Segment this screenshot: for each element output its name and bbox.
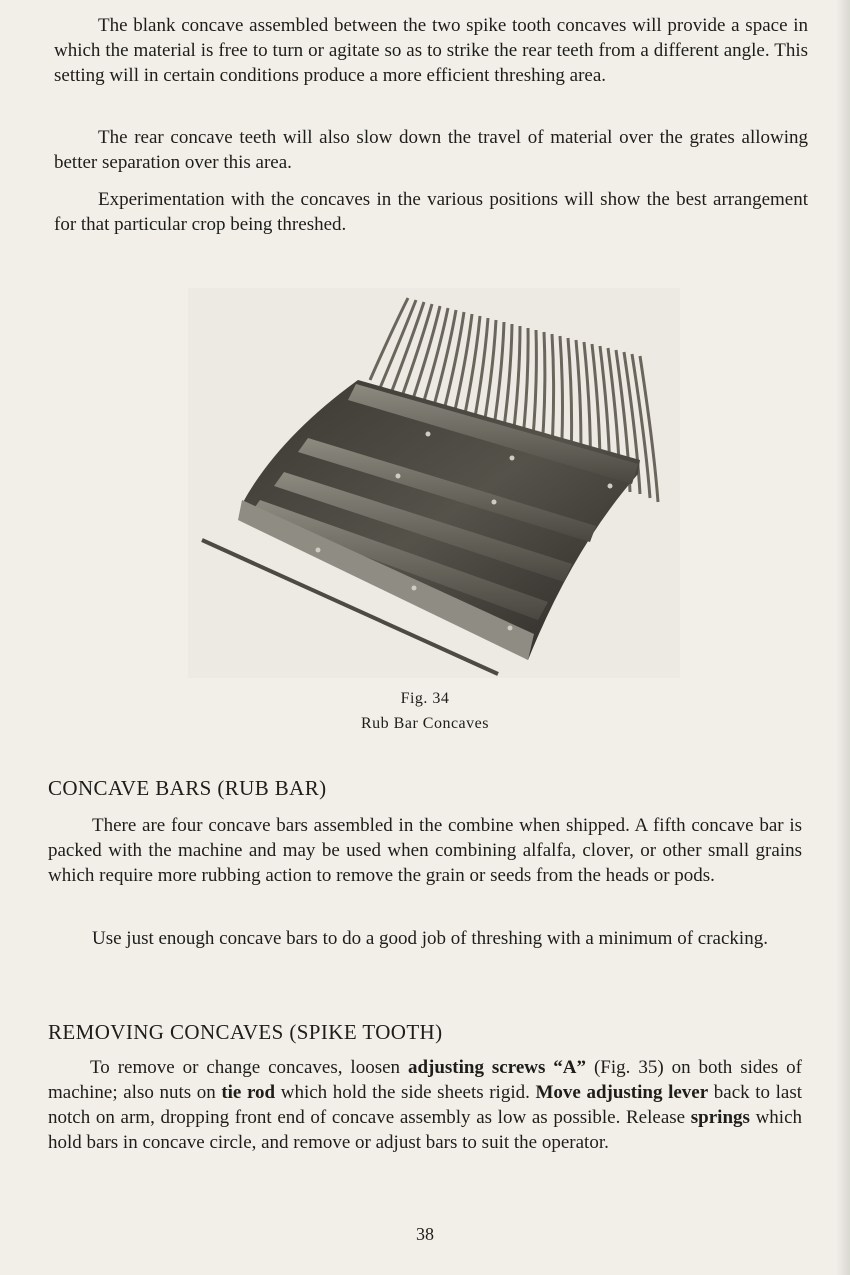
page-number: 38 bbox=[416, 1224, 434, 1244]
term-springs: springs bbox=[690, 1107, 750, 1128]
section-heading-removing-concaves: REMOVING CONCAVES (SPIKE TOOTH) bbox=[48, 1020, 443, 1044]
intro-paragraph-2: The rear concave teeth will also slow down the travel of material over the grates allowing better separation over this area. bbox=[54, 127, 808, 173]
page-edge-shadow bbox=[836, 0, 850, 1275]
term-move-adjusting-lever: Move adjusting lever bbox=[535, 1082, 709, 1103]
term-adjusting-screws: adjusting screws “A” bbox=[407, 1057, 587, 1078]
term-tie-rod: tie rod bbox=[221, 1082, 276, 1103]
text-run: which hold bars in concave circle, and remove or adjust bars to suit the operator. bbox=[48, 1107, 802, 1153]
figure-caption: Rub Bar Concaves bbox=[361, 715, 489, 732]
text-run: which hold the side sheets rigid. bbox=[275, 1082, 536, 1103]
concave-bars-paragraph-1: There are four concave bars assembled in the combine when shipped. A fifth concave bar is packed with the machine and may be used when combining alfalfa, clover, or other small grains which require more rubbing action to remove the grain or seeds from the heads or pods. bbox=[48, 815, 802, 886]
figure-rub-bar-concaves-photo bbox=[188, 288, 680, 678]
section-heading-concave-bars: CONCAVE BARS (RUB BAR) bbox=[48, 776, 327, 800]
intro-paragraph-3: Experimentation with the concaves in the various positions will show the best arrangement for that particular crop being threshed. bbox=[54, 189, 808, 235]
removing-concaves-paragraph bbox=[48, 1055, 802, 1155]
intro-paragraph-1: The blank concave assembled between the two spike tooth concaves will provide a space in which the material is free to turn or agitate so as to strike the rear teeth from a different angle. This setting will in certain conditions produce a more efficient threshing area. bbox=[54, 15, 808, 86]
figure-label: Fig. 34 bbox=[400, 690, 450, 707]
text-run: (Fig. 35) on both sides of machine; also nuts on bbox=[48, 1057, 802, 1103]
rub-bar-concave-illustration bbox=[188, 288, 680, 678]
text-run: back to last notch on arm, dropping front end of concave assembly as low as possible. Release bbox=[48, 1082, 802, 1128]
concave-bars-paragraph-2: Use just enough concave bars to do a good job of threshing with a minimum of cracking. bbox=[92, 928, 768, 949]
text-run: To remove or change concaves, loosen bbox=[90, 1057, 408, 1078]
